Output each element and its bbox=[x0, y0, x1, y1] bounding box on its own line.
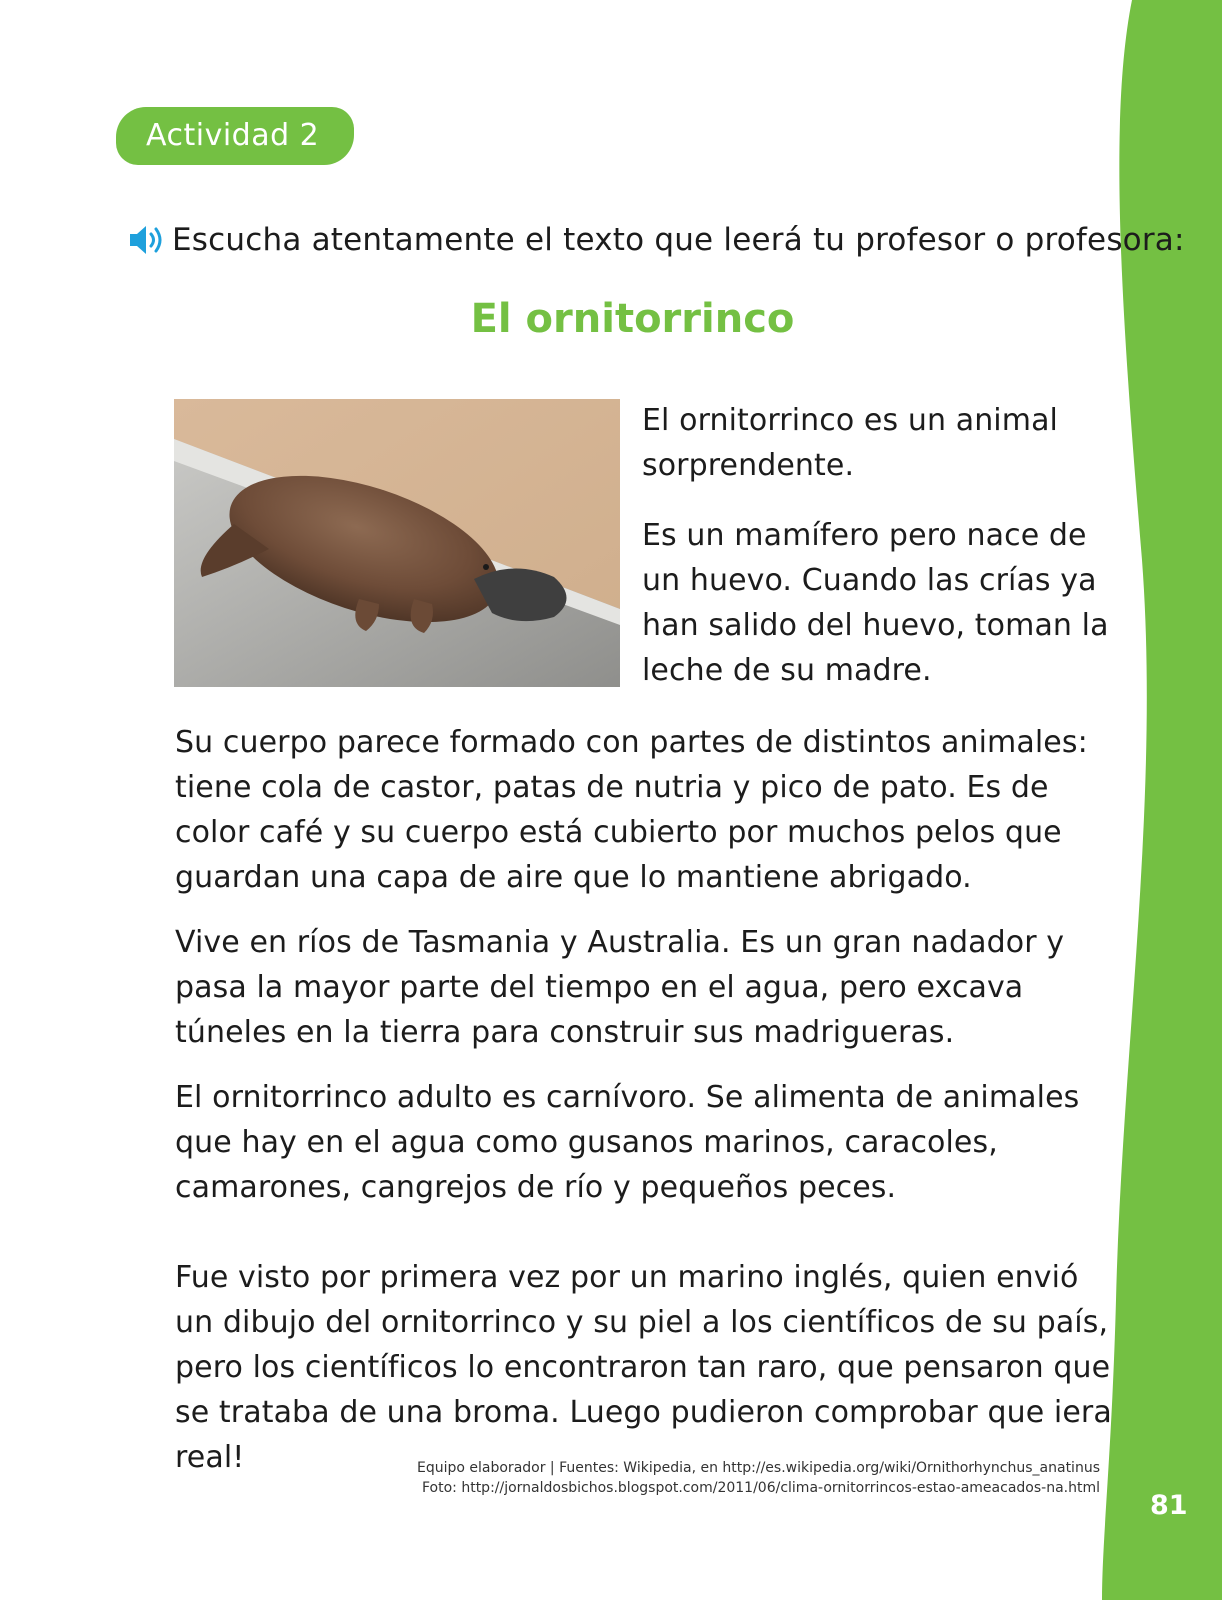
speaker-icon bbox=[128, 223, 168, 257]
paragraph-2: Es un mamífero pero nace de un huevo. Cuando las crías ya han salido del huevo, toman la leche de su madre. bbox=[642, 518, 1109, 688]
paragraph-1: El ornitorrinco es un animal sorprendente. bbox=[642, 403, 1058, 483]
paragraph-6: Fue visto por primera vez por un marino inglés, quien envió un dibujo del ornitorrinco y su piel a los científicos de su país, pero los científicos lo encontraron tan raro, que pensaron que se trataba de una broma. Luego pudieron comprobar que iera real! bbox=[175, 1260, 1112, 1475]
reading-title: El ornitorrinco bbox=[470, 296, 795, 342]
page-number: 81 bbox=[1150, 1490, 1188, 1521]
photo-source: Foto: http://jornaldosbichos.blogspot.com/2011/06/clima-ornitorrincos-estao-ameacados-na.html bbox=[421, 1480, 1100, 1496]
source-credits: Equipo elaborador | Fuentes: Wikipedia, en http://es.wikipedia.org/wiki/Ornithorhynchus_anatinus bbox=[417, 1460, 1100, 1476]
instruction-row bbox=[128, 215, 1185, 265]
instruction-text: Escucha atentamente el texto que leerá tu profesor o profesora: bbox=[172, 222, 1185, 258]
paragraph-5: El ornitorrinco adulto es carnívoro. Se alimenta de animales que hay en el agua como gusanos marinos, caracoles, camarones, cangrejos de río y pequeños peces. bbox=[175, 1080, 1080, 1205]
activity-badge: Actividad 2 bbox=[116, 107, 354, 165]
paragraph-3: Su cuerpo parece formado con partes de distintos animales: tiene cola de castor, patas de nutria y pico de pato. Es de color café y su cuerpo está cubierto por muchos pelos que guardan una capa de aire que lo mantiene abrigado. bbox=[175, 725, 1088, 895]
paragraph-4: Vive en ríos de Tasmania y Australia. Es un gran nadador y pasa la mayor parte del tiempo en el agua, pero excava túneles en la tierra para construir sus madrigueras. bbox=[175, 925, 1065, 1050]
platypus-photo bbox=[174, 399, 620, 687]
